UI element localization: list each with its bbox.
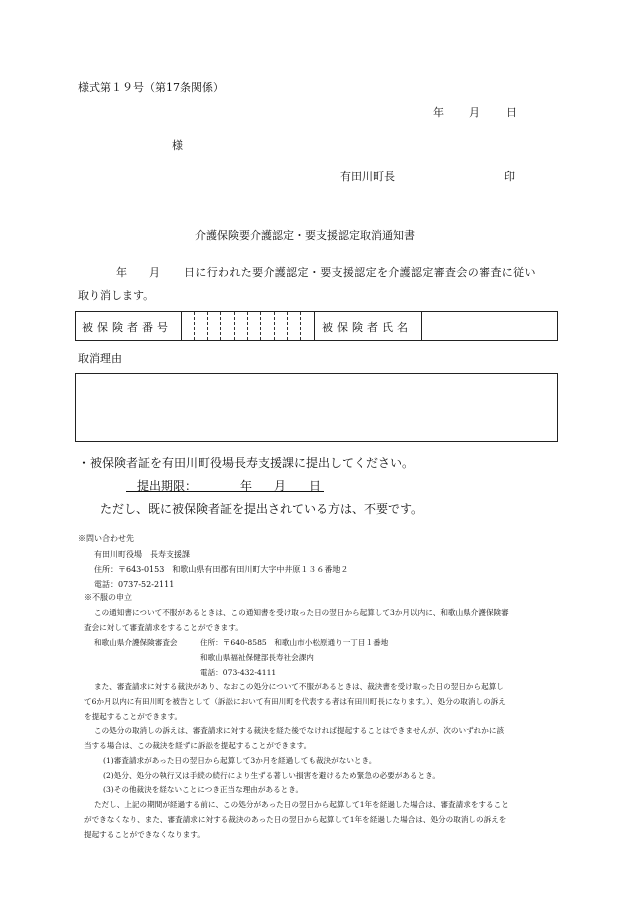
- document-title: 介護保険要介護認定・要支援認定取消通知書: [195, 229, 415, 242]
- reason-field[interactable]: [75, 373, 558, 442]
- already-submitted-note: ただし、既に被保険者証を提出されている方は、不要です。: [100, 502, 424, 516]
- insured-number-field[interactable]: [181, 312, 314, 340]
- insured-name-field[interactable]: [422, 312, 556, 340]
- reason-label: 取消理由: [78, 352, 122, 365]
- insured-name-label: 被保険者氏名: [322, 321, 412, 334]
- digit-divider: [287, 312, 288, 340]
- appeal-p3-line2: 当する場合は、この裁決を経ずに訴訟を提起することができます。: [84, 741, 312, 750]
- submission-deadline: [126, 477, 324, 493]
- date-year-label: 年: [433, 106, 444, 119]
- date-month-label: 月: [469, 106, 480, 119]
- council-dept: 和歌山県福祉保健部長寿社会課内: [200, 653, 314, 662]
- digit-divider: [247, 312, 248, 340]
- body-year-label: 年: [116, 266, 127, 279]
- deadline-month-label: 月: [274, 479, 287, 493]
- council-name: 和歌山県介護保険審査会: [94, 638, 178, 647]
- body-line2-text: 取り消します。: [78, 289, 155, 302]
- digit-divider: [300, 312, 301, 340]
- appeal-p4-line3: 提起することができなくなります。: [84, 830, 205, 839]
- appeal-item2: (2)処分、処分の執行又は手続の続行により生ずる著しい損害を避けるため緊急の必要があるとき。: [103, 771, 440, 780]
- submit-notice: ・被保険者証を有田川町役場長寿支援課に提出してください。: [78, 456, 415, 470]
- digit-divider: [220, 312, 221, 340]
- deadline-label: 提出期限：: [137, 479, 198, 493]
- date-day-label: 日: [506, 106, 517, 119]
- appeal-item1: (1)審査請求があった日の翌日から起算して3か月を経過しても裁決がないとき。: [103, 756, 377, 765]
- appeal-p2-line3: を提起することができます。: [84, 712, 183, 721]
- body-line1-text: 日に行われた要介護認定・要支援認定を介護認定審査会の審査に従い: [184, 266, 536, 279]
- table-divider: [314, 312, 315, 340]
- council-address: 住所：〒640-8585 和歌山市小松原通り一丁目１番地: [200, 638, 389, 647]
- deadline-year-label: 年: [240, 479, 253, 493]
- appeal-p4-line2: ができなくなり、また、審査請求に対する裁決のあった日の翌日から起算して1年を経過した場合は、処分の取消しの訴えを: [84, 815, 507, 824]
- appeal-p4-line1: ただし、上記の期間が経過する前に、この処分があった日の翌日から起算して1年を経過した場合は、審査請求をすること: [94, 800, 509, 809]
- digit-divider: [260, 312, 261, 340]
- digit-divider: [274, 312, 275, 340]
- inquiry-phone: 電話：0737-52-2111: [94, 580, 175, 589]
- form-number: 様式第１９号（第17条関係）: [78, 81, 224, 94]
- deadline-underline: [126, 491, 324, 492]
- appeal-p1-line1: この通知書について不服があるときは、この通知書を受け取った日の翌日から起算して3か月以内に、和歌山県介護保険審: [94, 608, 509, 617]
- insured-info-table: [75, 311, 558, 341]
- recipient-suffix: 様: [172, 139, 183, 152]
- appeal-item3: (3)その他裁決を経ないことにつき正当な理由があるとき。: [103, 785, 304, 794]
- appeal-p2-line2: て6か月以内に有田川町を被告として（訴訟において有田川町を代表する者は有田川町長になります。）、処分の取消しの訴え: [84, 697, 506, 706]
- inquiry-address: 住所：〒643-0153 和歌山県有田郡有田川町大字中井原１３６番地２: [94, 565, 349, 574]
- seal-mark: 印: [504, 170, 515, 183]
- digit-divider: [234, 312, 235, 340]
- appeal-p1-line2: 査会に対して審査請求をすることができます。: [84, 623, 243, 632]
- inquiry-heading: ※問い合わせ先: [78, 534, 134, 543]
- appeal-heading: ※不服の申立: [84, 593, 132, 602]
- appeal-p2-line1: また、審査請求に対する裁決があり、なおこの処分について不服があるときは、裁決書を受け取った日の翌日から起算し: [94, 682, 504, 691]
- appeal-p3-line1: この処分の取消しの訴えは、審査請求に対する裁決を経た後でなければ提起することはできませんが、次のいずれかに該: [94, 726, 505, 735]
- digit-divider: [207, 312, 208, 340]
- body-month-label: 月: [149, 266, 160, 279]
- insured-number-label: 被保険者番号: [82, 321, 172, 334]
- issuer-name: 有田川町長: [340, 170, 395, 183]
- digit-divider: [194, 312, 195, 340]
- council-phone: 電話：073-432-4111: [200, 668, 277, 677]
- inquiry-office: 有田川町役場 長寿支援課: [94, 550, 190, 559]
- deadline-day-label: 日: [309, 479, 322, 493]
